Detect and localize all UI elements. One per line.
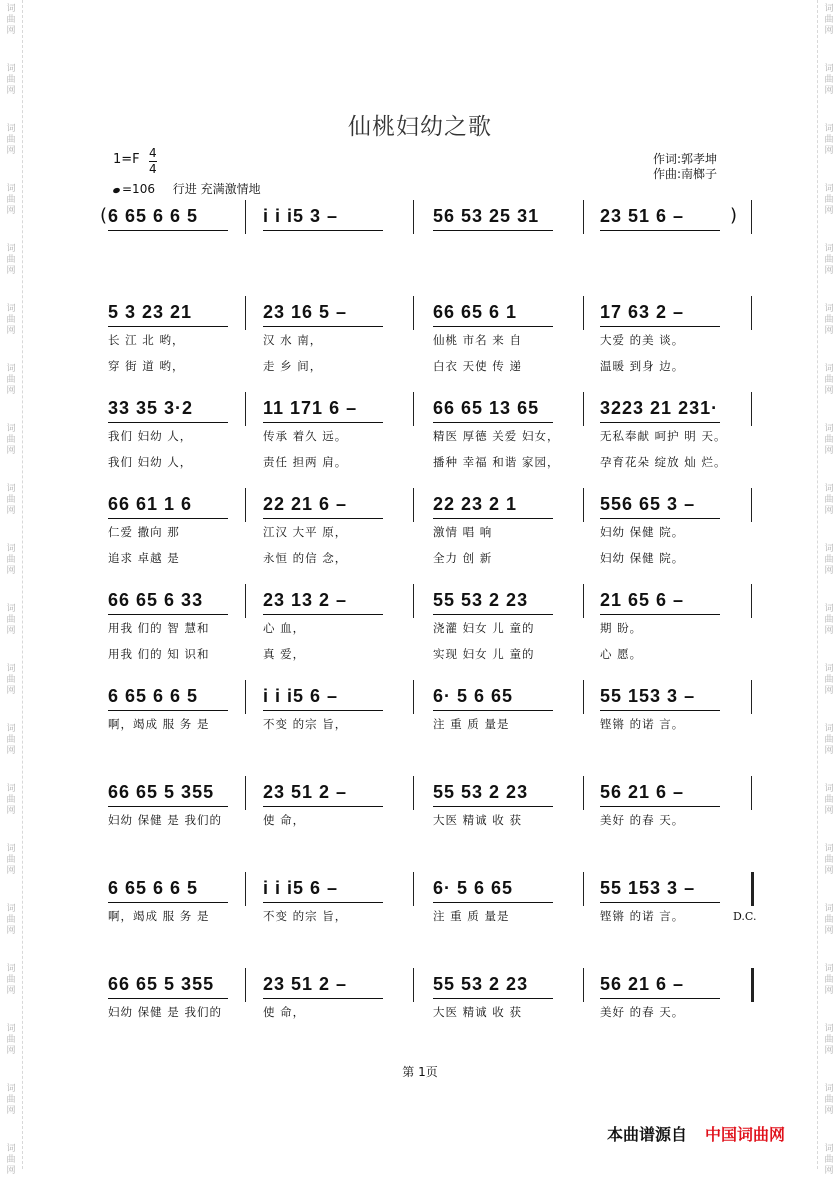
watermark-text: 词 曲 网 bbox=[6, 184, 16, 216]
lyric-verse-1: 传承 着久 远。 bbox=[263, 429, 348, 443]
lyric-verse-1: 注 重 质 量是 bbox=[433, 717, 510, 731]
bar-line bbox=[413, 776, 414, 810]
bar-line bbox=[751, 488, 752, 522]
bar-line bbox=[245, 680, 246, 714]
measure-notes: 23 51 2 – bbox=[263, 782, 348, 802]
lyric-verse-1: 大爱 的美 谈。 bbox=[600, 333, 685, 347]
lyric-verse-1: 精医 厚德 关爱 妇女， bbox=[433, 429, 560, 443]
bar-line bbox=[413, 968, 414, 1002]
bar-line bbox=[751, 584, 752, 618]
source-label: 本曲谱源自 bbox=[607, 1125, 688, 1144]
measure-notes: 23 13 2 – bbox=[263, 590, 348, 610]
lyric-verse-2: 追求 卓越 是 bbox=[108, 551, 180, 565]
watermark-text: 词 曲 网 bbox=[6, 124, 16, 156]
watermark-text: 词 曲 网 bbox=[6, 244, 16, 276]
watermark-text: 词 曲 网 bbox=[824, 484, 834, 516]
left-margin-watermark bbox=[0, 0, 23, 1176]
beam-underline bbox=[263, 806, 383, 807]
beam-underline bbox=[433, 422, 553, 423]
lyric-verse-1: 大医 精诚 收 获 bbox=[433, 1005, 522, 1019]
lyric-verse-1: 浇灌 妇女 儿 童的 bbox=[433, 621, 535, 635]
watermark-text: 词 曲 网 bbox=[6, 64, 16, 96]
lyric-verse-1: 铿锵 的诺 言。 bbox=[600, 909, 685, 923]
measure-notes: 55 53 2 23 bbox=[433, 590, 529, 610]
measure-notes: 55 153 3 – bbox=[600, 686, 696, 706]
lyric-verse-1: 妇幼 保健 是 我们的 bbox=[108, 1005, 222, 1019]
watermark-text: 词 曲 网 bbox=[6, 844, 16, 876]
intro-close-paren: ) bbox=[730, 205, 738, 226]
time-unit: 4 bbox=[149, 162, 157, 176]
bar-line bbox=[583, 680, 584, 714]
lyric-verse-1: 啊，竭成 服 务 是 bbox=[108, 909, 210, 923]
lyric-verse-1: 无私奉献 呵护 明 天。 bbox=[600, 429, 727, 443]
bar-line bbox=[245, 296, 246, 330]
measure-notes: 66 65 6 33 bbox=[108, 590, 204, 610]
bar-line bbox=[413, 584, 414, 618]
lyric-verse-1: 大医 精诚 收 获 bbox=[433, 813, 522, 827]
page-number: 第 1页 bbox=[402, 1065, 438, 1079]
watermark-text: 词 曲 网 bbox=[824, 424, 834, 456]
beam-underline bbox=[433, 902, 553, 903]
lyric-verse-1: 铿锵 的诺 言。 bbox=[600, 717, 685, 731]
measure-notes: i i i5 6 – bbox=[263, 686, 339, 706]
beam-underline bbox=[600, 806, 720, 807]
lyric-verse-1: 不变 的宗 旨， bbox=[263, 909, 348, 923]
bar-line bbox=[245, 776, 246, 810]
lyric-verse-2: 真 爱， bbox=[263, 647, 306, 661]
beam-underline bbox=[600, 998, 720, 999]
beam-underline bbox=[263, 998, 383, 999]
watermark-text: 词 曲 网 bbox=[824, 784, 834, 816]
lyric-verse-2: 走 乡 间， bbox=[263, 359, 323, 373]
bar-line bbox=[751, 968, 754, 1002]
watermark-text: 词 曲 网 bbox=[6, 424, 16, 456]
time-signature bbox=[149, 146, 157, 177]
lyric-verse-1: 仁爱 撒向 那 bbox=[108, 525, 180, 539]
watermark-text: 词 曲 网 bbox=[6, 4, 16, 36]
watermark-text: 词 曲 网 bbox=[824, 1084, 834, 1116]
lyric-verse-2: 穿 街 道 哟， bbox=[108, 359, 185, 373]
measure-notes: 22 21 6 – bbox=[263, 494, 348, 514]
beam-underline bbox=[263, 422, 383, 423]
lyric-verse-1: 注 重 质 量是 bbox=[433, 909, 510, 923]
measure-notes: i i i5 3 – bbox=[263, 206, 339, 226]
beam-underline bbox=[263, 710, 383, 711]
bar-line bbox=[413, 872, 414, 906]
beam-underline bbox=[600, 230, 720, 231]
watermark-text: 词 曲 网 bbox=[824, 244, 834, 276]
lyric-verse-1: 美好 的春 天。 bbox=[600, 1005, 685, 1019]
lyric-verse-1: 江汉 大平 原， bbox=[263, 525, 348, 539]
bar-line bbox=[583, 584, 584, 618]
watermark-text: 词 曲 网 bbox=[6, 964, 16, 996]
watermark-text: 词 曲 网 bbox=[6, 604, 16, 636]
watermark-text: 词 曲 网 bbox=[824, 844, 834, 876]
bar-line bbox=[245, 872, 246, 906]
measure-notes: 23 51 2 – bbox=[263, 974, 348, 994]
measure-notes: 3223 21 231· bbox=[600, 398, 719, 418]
bar-line bbox=[583, 872, 584, 906]
bar-line bbox=[583, 200, 584, 234]
watermark-text: 词 曲 网 bbox=[824, 4, 834, 36]
watermark-text: 词 曲 网 bbox=[6, 664, 16, 696]
beam-underline bbox=[433, 806, 553, 807]
bar-line bbox=[245, 488, 246, 522]
da-capo-mark: D.C. bbox=[733, 910, 757, 923]
measure-notes: 5 3 23 21 bbox=[108, 302, 193, 322]
measure-notes: 556 65 3 – bbox=[600, 494, 696, 514]
lyric-verse-1: 仙桃 市名 来 自 bbox=[433, 333, 522, 347]
beam-underline bbox=[108, 902, 228, 903]
measure-notes: 55 53 2 23 bbox=[433, 974, 529, 994]
beam-underline bbox=[108, 518, 228, 519]
beam-underline bbox=[600, 518, 720, 519]
beam-underline bbox=[263, 902, 383, 903]
beam-underline bbox=[433, 326, 553, 327]
right-margin-watermark bbox=[817, 0, 840, 1176]
watermark-text: 词 曲 网 bbox=[824, 604, 834, 636]
beam-underline bbox=[108, 614, 228, 615]
lyric-verse-2: 我们 妇幼 人， bbox=[108, 455, 193, 469]
bar-line bbox=[245, 968, 246, 1002]
lyric-verse-1: 啊，竭成 服 务 是 bbox=[108, 717, 210, 731]
measure-notes: 66 61 1 6 bbox=[108, 494, 193, 514]
measure-notes: 17 63 2 – bbox=[600, 302, 685, 322]
lyric-verse-2: 妇幼 保健 院。 bbox=[600, 551, 685, 565]
watermark-text: 词 曲 网 bbox=[6, 784, 16, 816]
bar-line bbox=[583, 776, 584, 810]
measure-notes: 6· 5 6 65 bbox=[433, 686, 514, 706]
intro-open-paren: ( bbox=[100, 205, 108, 226]
beam-underline bbox=[433, 998, 553, 999]
lyric-verse-2: 心 愿。 bbox=[600, 647, 643, 661]
measure-notes: 6 65 6 6 5 bbox=[108, 206, 199, 226]
measure-notes: 6· 5 6 65 bbox=[433, 878, 514, 898]
tempo-expression: 行进 充满激情地 bbox=[172, 182, 261, 196]
beam-underline bbox=[600, 422, 720, 423]
measure-notes: 23 51 6 – bbox=[600, 206, 685, 226]
beam-underline bbox=[263, 518, 383, 519]
lyric-verse-2: 永恒 的信 念， bbox=[263, 551, 348, 565]
bar-line bbox=[583, 488, 584, 522]
watermark-text: 词 曲 网 bbox=[824, 664, 834, 696]
lyric-verse-1: 使 命， bbox=[263, 813, 306, 827]
measure-notes: 6 65 6 6 5 bbox=[108, 878, 199, 898]
bar-line bbox=[413, 200, 414, 234]
lyricist: 作词:郭孝坤 bbox=[653, 152, 718, 166]
bar-line bbox=[751, 872, 754, 906]
source-site[interactable]: 中国词曲网 bbox=[705, 1125, 786, 1144]
watermark-text: 词 曲 网 bbox=[824, 1024, 834, 1056]
measure-notes: 21 65 6 – bbox=[600, 590, 685, 610]
measure-notes: 56 21 6 – bbox=[600, 974, 685, 994]
watermark-text: 词 曲 网 bbox=[6, 364, 16, 396]
bar-line bbox=[245, 392, 246, 426]
watermark-text: 词 曲 网 bbox=[6, 724, 16, 756]
measure-notes: 66 65 13 65 bbox=[433, 398, 540, 418]
watermark-text: 词 曲 网 bbox=[824, 304, 834, 336]
beam-underline bbox=[600, 614, 720, 615]
watermark-text: 词 曲 网 bbox=[6, 904, 16, 936]
measure-notes: 55 153 3 – bbox=[600, 878, 696, 898]
beam-underline bbox=[263, 230, 383, 231]
lyric-verse-1: 激情 唱 响 bbox=[433, 525, 493, 539]
beam-underline bbox=[263, 614, 383, 615]
watermark-text: 词 曲 网 bbox=[824, 724, 834, 756]
beam-underline bbox=[433, 710, 553, 711]
beam-underline bbox=[108, 230, 228, 231]
bar-line bbox=[413, 488, 414, 522]
measure-notes: 22 23 2 1 bbox=[433, 494, 518, 514]
lyric-verse-1: 美好 的春 天。 bbox=[600, 813, 685, 827]
beam-underline bbox=[600, 902, 720, 903]
watermark-text: 词 曲 网 bbox=[824, 1144, 834, 1176]
lyric-verse-1: 不变 的宗 旨， bbox=[263, 717, 348, 731]
bar-line bbox=[245, 584, 246, 618]
bar-line bbox=[413, 296, 414, 330]
source-credit bbox=[607, 1122, 785, 1145]
measure-notes: 33 35 3·2 bbox=[108, 398, 194, 418]
watermark-text: 词 曲 网 bbox=[824, 364, 834, 396]
song-title: 仙桃妇幼之歌 bbox=[348, 114, 492, 140]
lyric-verse-2: 责任 担两 肩。 bbox=[263, 455, 348, 469]
measure-notes: 56 53 25 31 bbox=[433, 206, 540, 226]
watermark-text: 词 曲 网 bbox=[824, 904, 834, 936]
bar-line bbox=[245, 200, 246, 234]
beam-underline bbox=[600, 710, 720, 711]
watermark-text: 词 曲 网 bbox=[824, 124, 834, 156]
lyric-verse-2: 播种 幸福 和谐 家园， bbox=[433, 455, 560, 469]
quarter-note-icon bbox=[112, 187, 120, 194]
watermark-text: 词 曲 网 bbox=[6, 544, 16, 576]
watermark-text: 词 曲 网 bbox=[6, 1144, 16, 1176]
time-beats: 4 bbox=[149, 146, 157, 160]
bar-line bbox=[583, 296, 584, 330]
bar-line bbox=[751, 680, 752, 714]
beam-underline bbox=[433, 518, 553, 519]
watermark-text: 词 曲 网 bbox=[6, 484, 16, 516]
measure-notes: 23 16 5 – bbox=[263, 302, 348, 322]
tempo-marking bbox=[113, 180, 261, 197]
watermark-text: 词 曲 网 bbox=[824, 964, 834, 996]
lyric-verse-2: 全力 创 新 bbox=[433, 551, 493, 565]
watermark-text: 词 曲 网 bbox=[824, 184, 834, 216]
lyric-verse-1: 妇幼 保健 院。 bbox=[600, 525, 685, 539]
beam-underline bbox=[433, 614, 553, 615]
measure-notes: i i i5 6 – bbox=[263, 878, 339, 898]
lyric-verse-1: 妇幼 保健 是 我们的 bbox=[108, 813, 222, 827]
bar-line bbox=[751, 776, 752, 810]
lyric-verse-1: 心 血， bbox=[263, 621, 306, 635]
bar-line bbox=[413, 680, 414, 714]
measure-notes: 66 65 6 1 bbox=[433, 302, 518, 322]
lyric-verse-1: 汉 水 南， bbox=[263, 333, 323, 347]
lyric-verse-1: 用我 们的 智 慧和 bbox=[108, 621, 210, 635]
watermark-text: 词 曲 网 bbox=[824, 544, 834, 576]
lyric-verse-2: 用我 们的 知 识和 bbox=[108, 647, 210, 661]
measure-notes: 55 53 2 23 bbox=[433, 782, 529, 802]
bar-line bbox=[751, 296, 752, 330]
lyric-verse-2: 孕育花朵 绽放 灿 烂。 bbox=[600, 455, 727, 469]
composer: 作曲:南榔子 bbox=[653, 167, 718, 181]
watermark-text: 词 曲 网 bbox=[6, 1084, 16, 1116]
key-label: 1=F bbox=[113, 152, 140, 167]
lyric-verse-1: 使 命， bbox=[263, 1005, 306, 1019]
beam-underline bbox=[108, 806, 228, 807]
bar-line bbox=[583, 968, 584, 1002]
lyric-verse-1: 长 江 北 哟， bbox=[108, 333, 185, 347]
bar-line bbox=[751, 200, 752, 234]
beam-underline bbox=[263, 326, 383, 327]
measure-notes: 66 65 5 355 bbox=[108, 782, 215, 802]
beam-underline bbox=[108, 710, 228, 711]
lyric-verse-2: 白衣 天使 传 递 bbox=[433, 359, 522, 373]
bar-line bbox=[583, 392, 584, 426]
watermark-text: 词 曲 网 bbox=[6, 304, 16, 336]
beam-underline bbox=[433, 230, 553, 231]
bar-line bbox=[751, 392, 752, 426]
lyric-verse-1: 期 盼。 bbox=[600, 621, 643, 635]
watermark-text: 词 曲 网 bbox=[6, 1024, 16, 1056]
beam-underline bbox=[600, 326, 720, 327]
measure-notes: 66 65 5 355 bbox=[108, 974, 215, 994]
lyric-verse-2: 实现 妇女 儿 童的 bbox=[433, 647, 535, 661]
lyric-verse-2: 温暖 到身 边。 bbox=[600, 359, 685, 373]
measure-notes: 56 21 6 – bbox=[600, 782, 685, 802]
bar-line bbox=[413, 392, 414, 426]
credits bbox=[653, 152, 717, 182]
tempo-value: =106 bbox=[122, 182, 155, 196]
beam-underline bbox=[108, 422, 228, 423]
measure-notes: 6 65 6 6 5 bbox=[108, 686, 199, 706]
lyric-verse-1: 我们 妇幼 人， bbox=[108, 429, 193, 443]
beam-underline bbox=[108, 326, 228, 327]
measure-notes: 11 171 6 – bbox=[263, 398, 358, 418]
key-signature bbox=[113, 146, 157, 176]
watermark-text: 词 曲 网 bbox=[824, 64, 834, 96]
beam-underline bbox=[108, 998, 228, 999]
